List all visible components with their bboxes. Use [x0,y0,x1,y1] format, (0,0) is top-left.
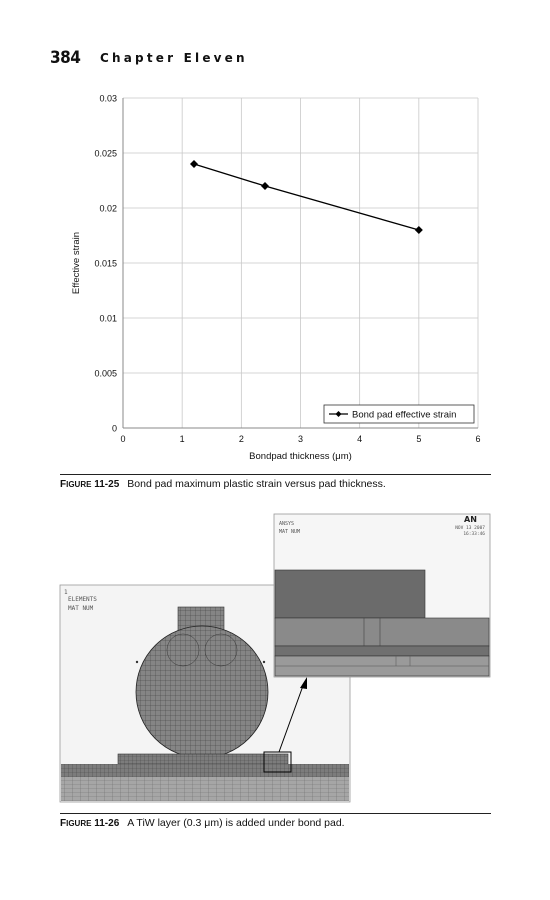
y-axis-label: Effective strain [71,231,82,295]
inset-mesh-view [274,514,490,677]
x-tick-label: 0 [120,434,126,444]
figure-11-25-caption: FIGURE 11-25 Bond pad maximum plastic strain versus pad thickness. [60,478,386,490]
inset-pad-region [275,618,489,646]
y-tick-label: 0.03 [99,93,117,104]
page-number: 384 [50,48,81,68]
chapter-title: Chapter Eleven [100,51,248,65]
inset-date: NOV 13 2007 [455,526,485,531]
inset-label-ansys: ANSYS [279,521,295,527]
pad-layer [61,764,349,777]
main-label-matnum: MAT NUM [68,605,94,612]
bond-ball [136,626,268,758]
inset-tiw-layer [275,646,489,656]
ansys-logo: AN [464,515,477,524]
figure-label: FIGURE 11-26 [60,818,120,829]
mesh-marker [136,661,138,663]
figure-11-26-caption: FIGURE 11-26 A TiW layer (0.3 μm) is added under bond pad. [60,817,345,829]
inset-label-matnum: MAT NUM [279,529,301,535]
y-tick-label: 0.005 [94,368,117,379]
inset-time: 16:33:46 [463,532,485,537]
y-tick-label: 0.025 [94,148,117,159]
y-tick-label: 0 [111,423,117,434]
y-tick-label: 0.015 [94,258,117,269]
main-corner-mark: 1 [64,589,68,596]
x-tick-label: 6 [475,434,481,444]
legend-label: Bond pad effective strain [352,409,457,421]
main-label-elements: ELEMENTS [68,596,97,603]
x-axis-label: Bondpad thickness (μm) [249,451,352,462]
mesh-marker [263,661,265,663]
figure-label: FIGURE 11-25 [60,479,120,490]
caption-rule-bottom [60,813,491,814]
substrate-layer [61,777,349,801]
bond-pad [118,754,288,764]
x-tick-label: 3 [297,434,304,444]
x-tick-label: 5 [416,434,422,444]
x-tick-label: 4 [357,434,363,444]
x-tick-label: 1 [179,434,185,444]
y-tick-label: 0.01 [99,313,117,324]
y-tick-label: 0.02 [99,203,117,214]
x-tick-label: 2 [238,434,244,444]
inset-ball-region [275,570,425,618]
